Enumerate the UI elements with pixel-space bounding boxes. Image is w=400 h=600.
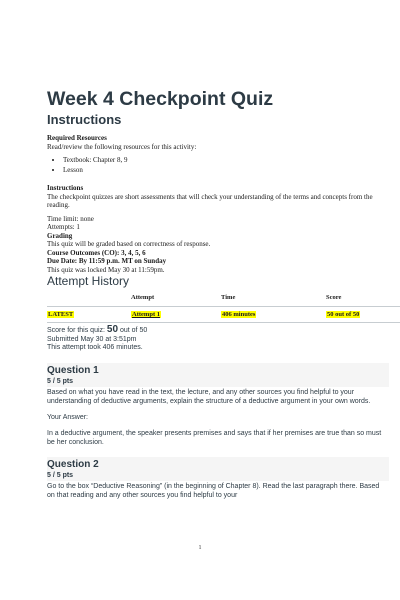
question-text: Based on what you have read in the text, the lecture, and any other sources you find helpful to your understanding of deductive arguments, explain the structure of a deductive argument in your own words. (47, 388, 371, 405)
instructions-text: The checkpoint quizzes are short assessments that will check your understanding of the terms and concepts from the reading. (47, 192, 373, 209)
question-title: Question 2 (47, 458, 99, 470)
question-text: Go to the box “Deductive Reasoning” (in the beginning of Chapter 8). Read the last paragraph there. Based on that reading and any other sources you find helpful to your (47, 482, 380, 499)
instructions-subheading: Instructions (47, 184, 84, 192)
attempt-duration: This attempt took 406 minutes. (47, 344, 143, 351)
quiz-score: Score for this quiz: 50 out of 50 (47, 324, 148, 335)
time-limit: Time limit: none (47, 214, 94, 223)
col-header-score: Score (326, 291, 400, 307)
attempts: Attempts: 1 (47, 223, 80, 231)
submitted-time: Submitted May 30 at 3:51pm (47, 335, 137, 343)
quiz-page (47, 88, 387, 500)
grading-text: This quiz will be graded based on correctness of response. (47, 240, 211, 248)
page-number: 1 (198, 545, 202, 551)
page-title: Week 4 Checkpoint Quiz (47, 88, 274, 110)
attempt-score: 50 out of 50 (327, 311, 360, 318)
col-header-blank (47, 291, 131, 307)
answer-text: In a deductive argument, the speaker presents premises and says that if her premises are true than so must be her conclusion. (47, 429, 382, 446)
resource-item: • Lesson (63, 165, 387, 175)
question-title: Question 1 (47, 364, 99, 376)
question-1-header (47, 363, 389, 387)
required-resources-intro: Read/review the following resources for this activity: (47, 142, 197, 151)
question-2-header (47, 457, 389, 481)
resource-item: • Textbook: Chapter 8, 9 (63, 155, 387, 165)
attempt-history-table (47, 291, 400, 323)
answer-label: Your Answer: (47, 413, 88, 421)
required-resources-heading: Required Resources (47, 134, 107, 142)
attempt-time: 406 minutes (222, 311, 256, 318)
attempt-history-heading: Attempt History (47, 274, 130, 288)
col-header-time: Time (221, 291, 326, 307)
table-header-row (47, 291, 400, 307)
col-header-attempt: Attempt (131, 291, 221, 307)
table-row (47, 307, 400, 323)
resources-list (47, 155, 387, 175)
due-date: Due Date: By 11:59 p.m. MT on Sunday (47, 257, 167, 265)
attempt-link[interactable]: Attempt 1 (132, 311, 160, 318)
instructions-heading: Instructions (47, 112, 122, 127)
question-points: 5 / 5 pts (47, 471, 74, 479)
latest-label: LATEST (48, 311, 74, 318)
question-points: 5 / 5 pts (47, 377, 74, 385)
locked-notice: This quiz was locked May 30 at 11:59pm. (47, 265, 165, 274)
grading-heading: Grading (47, 231, 73, 240)
course-outcomes: Course Outcomes (CO): 3, 4, 5, 6 (47, 248, 146, 257)
